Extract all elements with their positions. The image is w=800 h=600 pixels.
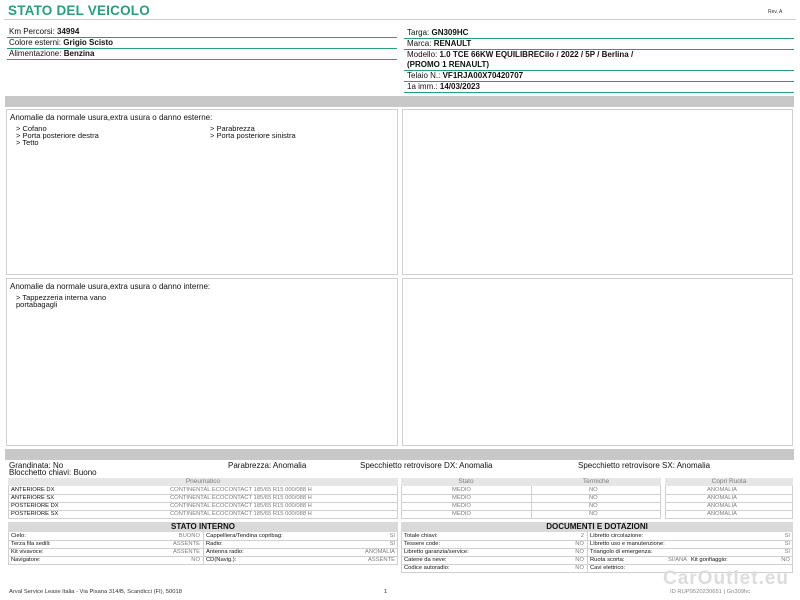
exterior-photo-panel (402, 109, 793, 275)
page-title: STATO DEL VEICOLO (8, 3, 150, 18)
tyre-model: CONTINENTAL ECOCONTACT 185/65 R15 000/088 H (170, 503, 312, 509)
tyre-position: POSTERIORE DX (11, 503, 59, 509)
document-label: Tessere code: (404, 541, 441, 547)
mirror-sx-status: Specchietto retrovisore SX: Anomalia (578, 461, 711, 470)
document-label: Libretto garanzia/service: (404, 549, 469, 555)
fuel-underline (7, 59, 397, 60)
interior-state-label: Terza fila sedili: (11, 541, 51, 547)
interior-state-value: ANOMALIA (365, 549, 395, 555)
color-field (9, 38, 113, 48)
document-value: SI (784, 533, 790, 539)
document-label: Totale chiavi: (404, 533, 438, 539)
tyre-state-table (401, 478, 661, 521)
interior-damage-item: > Tappezzeria interna vano (16, 293, 107, 302)
chains-header: Termiche (531, 478, 661, 486)
registration-label: 1a imm.: (407, 82, 438, 91)
document-value: NO (781, 557, 790, 563)
exterior-damage-panel (6, 109, 398, 275)
document-value: NO (575, 565, 584, 571)
color-value: Grigio Scisto (63, 38, 114, 47)
interior-state-table (8, 522, 398, 566)
exterior-damage-item: > Tetto (16, 138, 39, 147)
tyre-table-header (8, 478, 398, 486)
state-header: Stato (401, 478, 531, 486)
brand-value: RENAULT (433, 39, 472, 48)
tyre-chains: NO (589, 503, 598, 509)
fuel-field (9, 49, 94, 59)
keys-status: Blocchetto chiavi: Buono (9, 468, 97, 477)
document-value: NO (575, 541, 584, 547)
document-value: 2 (580, 533, 584, 539)
plate-value: GN309HC (431, 28, 469, 37)
interior-state-value: BUONO (178, 533, 200, 539)
tyre-model: CONTINENTAL ECOCONTACT 185/65 R15 000/088 H (170, 487, 312, 493)
interior-state-value: ASSENTE (367, 557, 395, 563)
interior-state-value: NO (191, 557, 200, 563)
exterior-damage-item: > Porta posteriore sinistra (210, 131, 296, 140)
section-divider-bar (5, 96, 794, 107)
interior-state-label: Navigatore: (11, 557, 41, 563)
windshield-status: Parabrezza: Anomalia (228, 461, 307, 470)
registration-underline (404, 92, 794, 93)
tyre-chains: NO (589, 495, 598, 501)
wheel-cover-table (665, 478, 793, 521)
tyre-state: MEDIO (452, 503, 472, 509)
chassis-label: Telaio N.: (407, 71, 441, 80)
brand-label: Marca: (407, 39, 432, 48)
tyre-state: MEDIO (452, 511, 472, 517)
exterior-damage-item: > Cofano (16, 124, 47, 133)
mirror-dx-status: Specchietto retrovisore DX: Anomalia (360, 461, 493, 470)
tyre-state: MEDIO (452, 495, 472, 501)
model-field (407, 50, 633, 60)
tyre-position: ANTERIORE SX (11, 495, 55, 501)
model-label: Modello: (407, 50, 438, 59)
footer-page-number: 1 (384, 589, 388, 595)
document-value: SI (784, 541, 790, 547)
document-label: Kit gonfiaggio: (691, 557, 728, 563)
interior-damage-item-cont: portabagagli (16, 300, 58, 309)
interior-state-label: Cappelliera/Tendina copribag: (206, 533, 283, 539)
exterior-damage-item: > Parabrezza (210, 124, 255, 133)
interior-state-title: STATO INTERNO (8, 522, 398, 532)
documents-title: DOCUMENTI E DOTAZIONI (401, 522, 793, 532)
wheel-cover-status: ANOMALIA (707, 511, 737, 517)
documents-table (401, 522, 793, 574)
hail-status: Grandinata: No (9, 461, 64, 470)
interior-state-value: SI (389, 533, 395, 539)
interior-state-label: CD(Navig.): (206, 557, 237, 563)
interior-state-value: ASSENTE (172, 541, 200, 547)
model-value-line2: (PROMO 1 RENAULT) (407, 60, 490, 69)
interior-state-label: Cielo: (11, 533, 26, 539)
footer-document-id: ID RUP9520230651 | Gn309hc (670, 589, 751, 595)
revision-label: Rev. A (768, 9, 783, 15)
document-label: Catene da neve: (404, 557, 447, 563)
cover-header: Copri Ruota (665, 478, 793, 486)
wheel-cover-status: ANOMALIA (707, 495, 737, 501)
registration-field (407, 82, 480, 92)
tyre-model: CONTINENTAL ECOCONTACT 185/65 R15 000/088 H (170, 495, 312, 501)
document-label: Ruota scorta: (590, 557, 625, 563)
interior-state-label: Radio: (206, 541, 223, 547)
registration-value: 14/03/2023 (439, 82, 480, 91)
exterior-damage-item: > Porta posteriore destra (16, 131, 99, 140)
tyre-position: ANTERIORE DX (11, 487, 55, 493)
fuel-label: Alimentazione: (9, 49, 62, 58)
document-value: SI (784, 549, 790, 555)
tyre-chains: NO (589, 511, 598, 517)
document-label: Cavi elettrico: (590, 565, 626, 571)
km-value: 34994 (57, 27, 80, 36)
plate-label: Targa: (407, 28, 430, 37)
plate-field (407, 28, 468, 38)
document-label: Codice autoradio: (404, 565, 450, 571)
model-value-line1: 1.0 TCE 66KW EQUILIBRECilo / 2022 / 5P / Berlina / (439, 50, 634, 59)
interior-state-label: Antenna radio: (206, 549, 244, 555)
watermark-logo: CarOutlet.eu (663, 568, 790, 589)
header-divider (4, 19, 796, 20)
wheel-cover-status: ANOMALIA (707, 503, 737, 509)
tyre-header-label: Pneumatico (185, 478, 221, 485)
tyre-model: CONTINENTAL ECOCONTACT 185/65 R15 000/088 H (170, 511, 312, 517)
status-divider-bar (5, 449, 794, 460)
interior-state-value: ASSENTE (172, 549, 200, 555)
tyre-state: MEDIO (452, 487, 472, 493)
interior-photo-panel (402, 278, 793, 446)
tyre-chains: NO (589, 487, 598, 493)
chassis-value: VF1RJA00X70420707 (442, 71, 524, 80)
tyre-position: POSTERIORE SX (11, 511, 59, 517)
document-value: NO (575, 557, 584, 563)
wheel-cover-status: ANOMALIA (707, 487, 737, 493)
chassis-field (407, 71, 523, 81)
fuel-value: Benzina (63, 49, 95, 58)
model-field-cont (407, 60, 489, 70)
document-label: Triangolo di emergenza: (590, 549, 653, 555)
km-label: Km Percorsi: (9, 27, 55, 36)
color-label: Colore esterni: (9, 38, 62, 47)
interior-state-value: SI (389, 541, 395, 547)
document-value: NO (575, 549, 584, 555)
interior-state-label: Kit vivavoce: (11, 549, 44, 555)
interior-damage-title: Anomalie da normale usura,extra usura o danno interne: (10, 282, 211, 291)
document-label: Libretto circolazione: (590, 533, 644, 539)
document-label: Libretto uso e manutenzione: (590, 541, 665, 547)
interior-damage-panel (6, 278, 398, 446)
footer-company: Arval Service Lease Italia - Via Pisana 314/B, Scandicci (FI), 50018 (9, 589, 182, 595)
tyre-table (8, 478, 398, 521)
brand-field (407, 39, 471, 49)
document-value: SI/ANA (667, 557, 687, 563)
km-field (9, 27, 79, 37)
exterior-damage-title: Anomalie da normale usura,extra usura o danno esterne: (10, 113, 213, 122)
